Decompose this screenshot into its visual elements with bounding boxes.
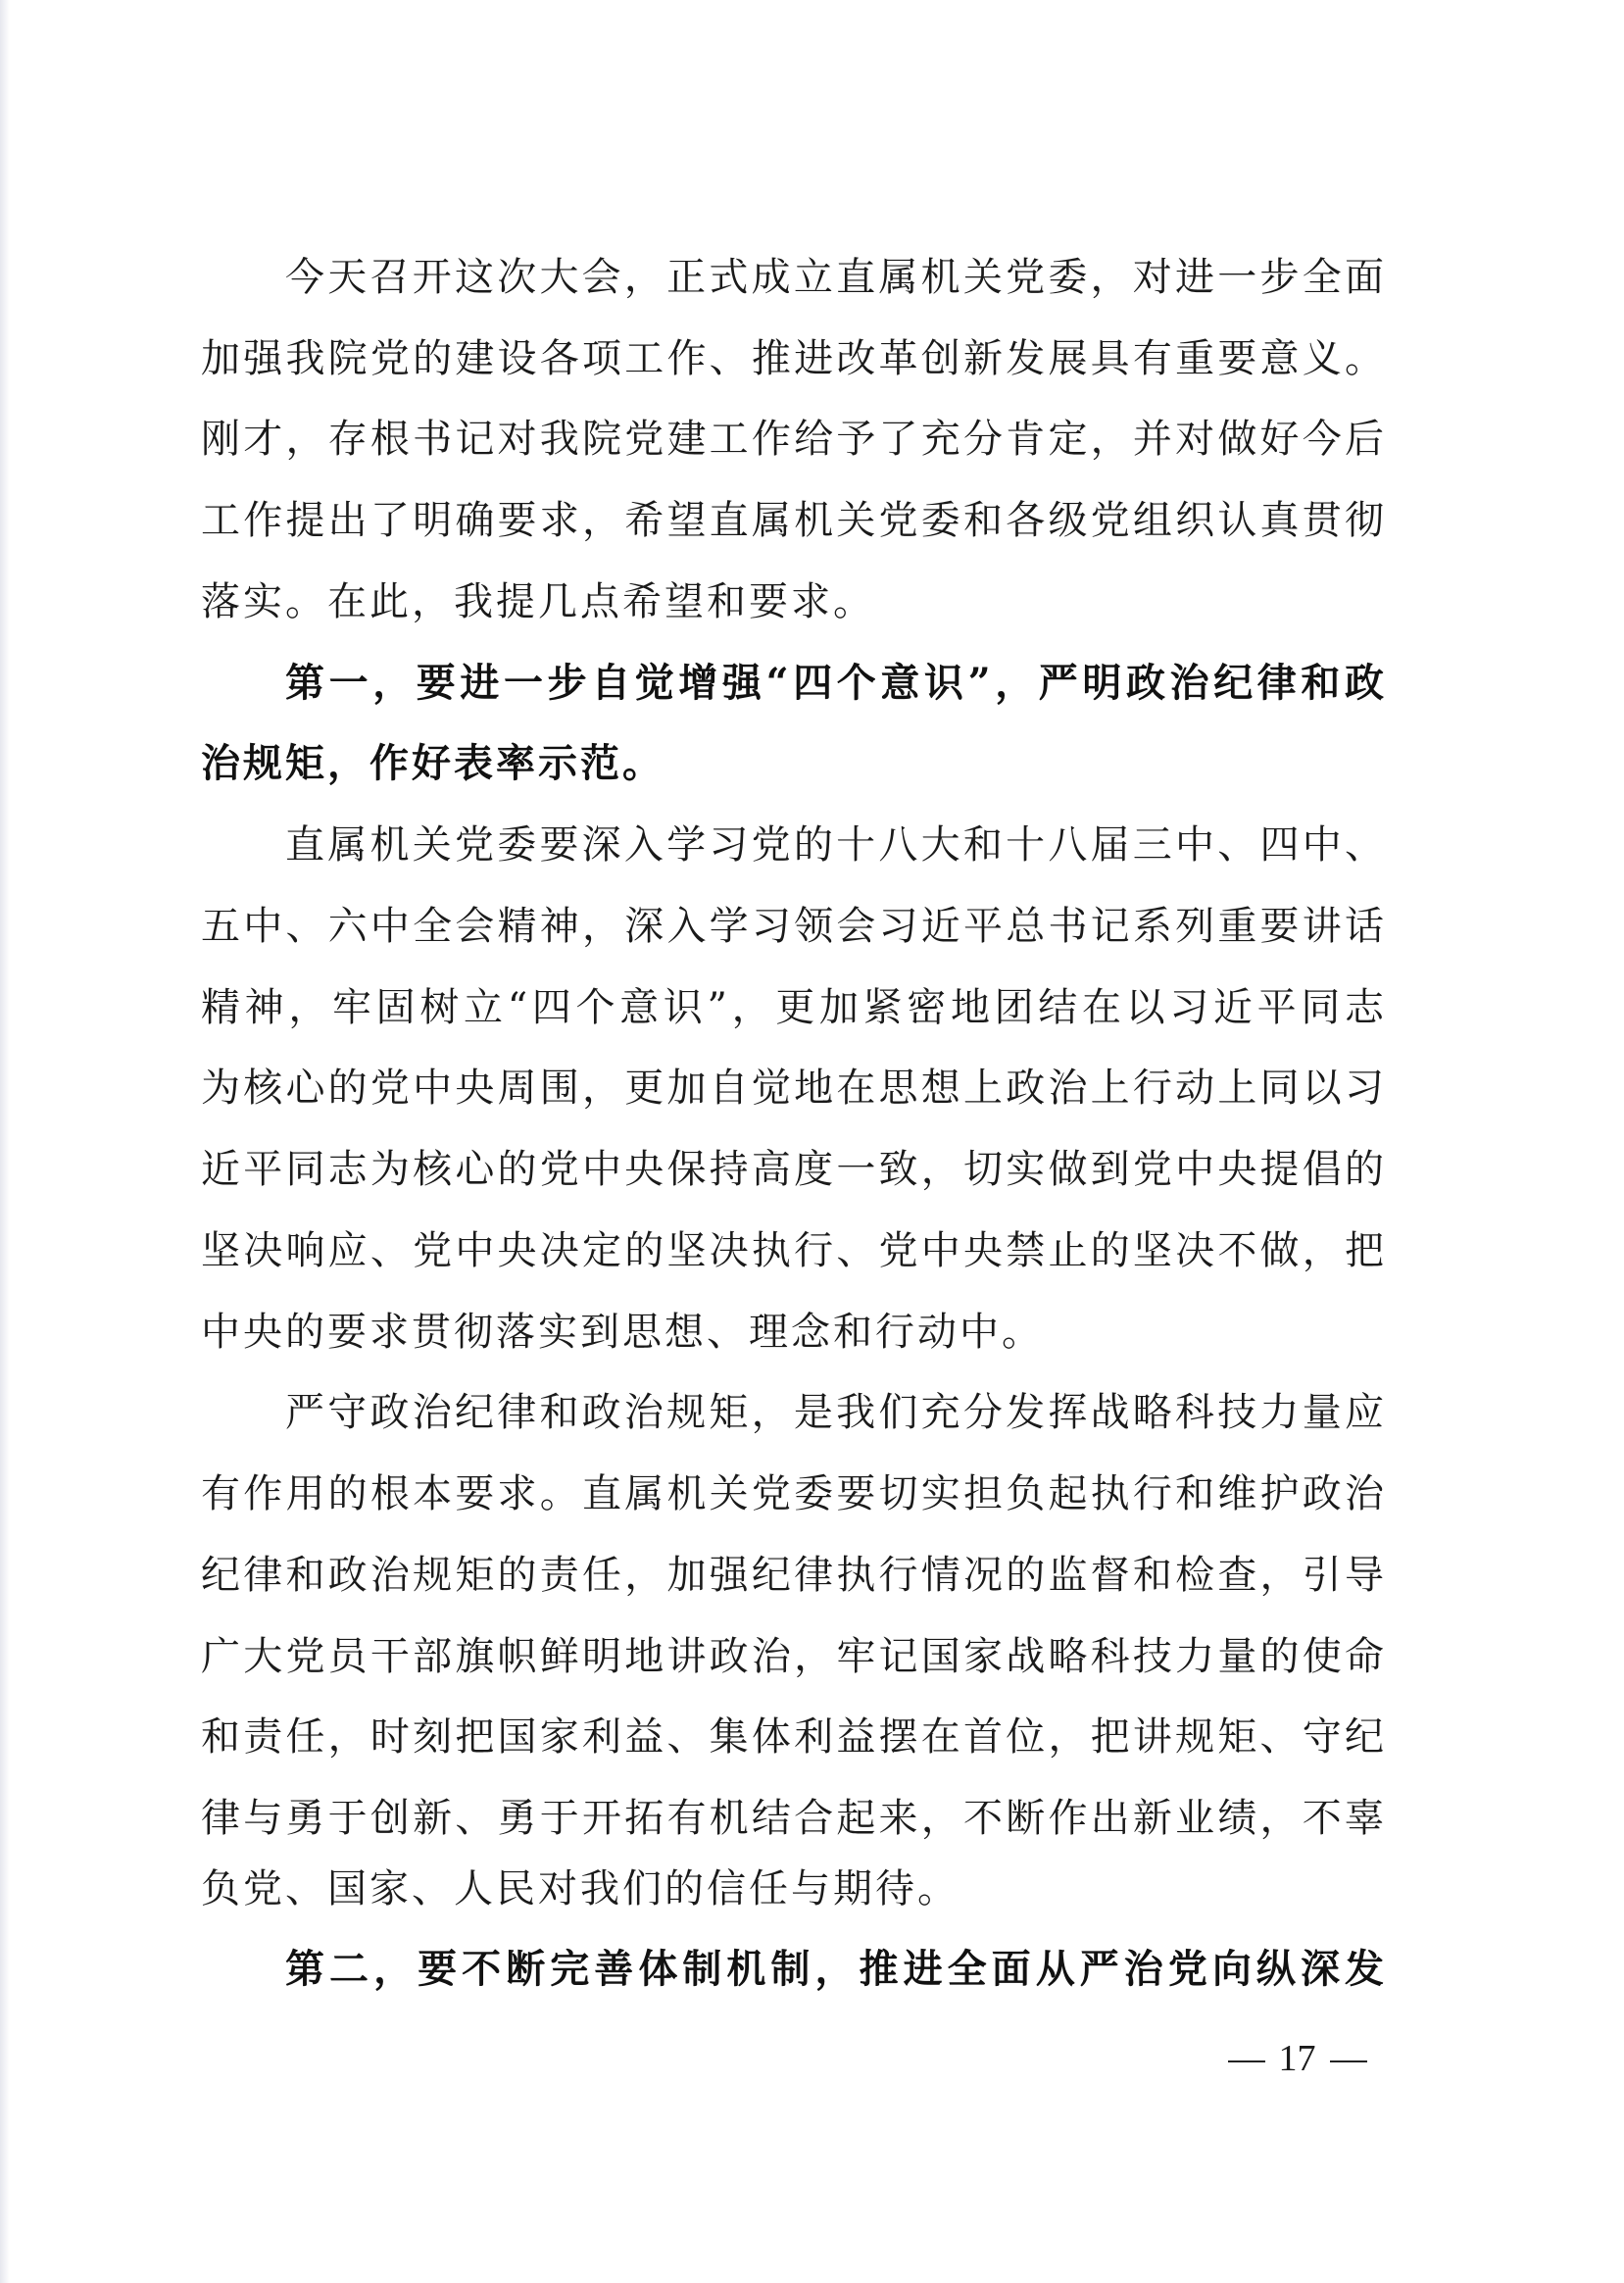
page-number: [1211, 2037, 1383, 2080]
paragraph-line: 中央的要求贯彻落实到思想、理念和行动中。: [201, 1310, 1044, 1355]
paragraph-line: 律与勇于创新、勇于开拓有机结合起来，不断作出新业绩，不辜: [201, 1796, 1384, 1841]
paragraph-line: 五中、六中全会精神，深入学习领会习近平总书记系列重要讲话: [201, 904, 1384, 949]
paragraph-line: 今天召开这次大会，正式成立直属机关党委，对进一步全面: [285, 255, 1384, 300]
section-heading-line: 第一，要进一步自觉增强“四个意识”，严明政治纪律和政: [285, 660, 1384, 706]
dash-left: [1228, 2060, 1265, 2062]
section-heading-line: 第二，要不断完善体制机制，推进全面从严治党向纵深发: [285, 1946, 1384, 1992]
page-number-value: 17: [1278, 2038, 1316, 2079]
paragraph-line: 直属机关党委要深入学习党的十八大和十八届三中、四中、: [285, 822, 1384, 868]
paragraph-line: 严守政治纪律和政治规矩，是我们充分发挥战略科技力量应: [285, 1390, 1384, 1435]
paragraph-line: 坚决响应、党中央决定的坚决执行、党中央禁止的坚决不做，把: [201, 1228, 1384, 1273]
paragraph-line: 工作提出了明确要求，希望直属机关党委和各级党组织认真贯彻: [201, 498, 1384, 543]
paragraph-line: 广大党员干部旗帜鲜明地讲政治，牢记国家战略科技力量的使命: [201, 1634, 1384, 1679]
dash-right: [1330, 2060, 1367, 2062]
paragraph-line: 纪律和政治规矩的责任，加强纪律执行情况的监督和检查，引导: [201, 1553, 1384, 1598]
paragraph-line: 近平同志为核心的党中央保持高度一致，切实做到党中央提倡的: [201, 1147, 1384, 1192]
paragraph-line: 负党、国家、人民对我们的信任与期待。: [201, 1866, 960, 1911]
paragraph-line: 为核心的党中央周围，更加自觉地在思想上政治上行动上同以习: [201, 1066, 1384, 1111]
paragraph-line: 落实。在此，我提几点希望和要求。: [201, 579, 875, 624]
paragraph-line: 精神，牢固树立“四个意识”，更加紧密地团结在以习近平同志: [201, 985, 1384, 1030]
section-heading-line: 治规矩，作好表率示范。: [201, 740, 664, 786]
paragraph-line: 加强我院党的建设各项工作、推进改革创新发展具有重要意义。: [201, 336, 1384, 381]
paragraph-line: 和责任，时刻把国家利益、集体利益摆在首位，把讲规矩、守纪: [201, 1714, 1384, 1760]
paragraph-line: 有作用的根本要求。直属机关党委要切实担负起执行和维护政治: [201, 1471, 1384, 1516]
paragraph-line: 刚才，存根书记对我院党建工作给予了充分肯定，并对做好今后: [201, 417, 1384, 462]
